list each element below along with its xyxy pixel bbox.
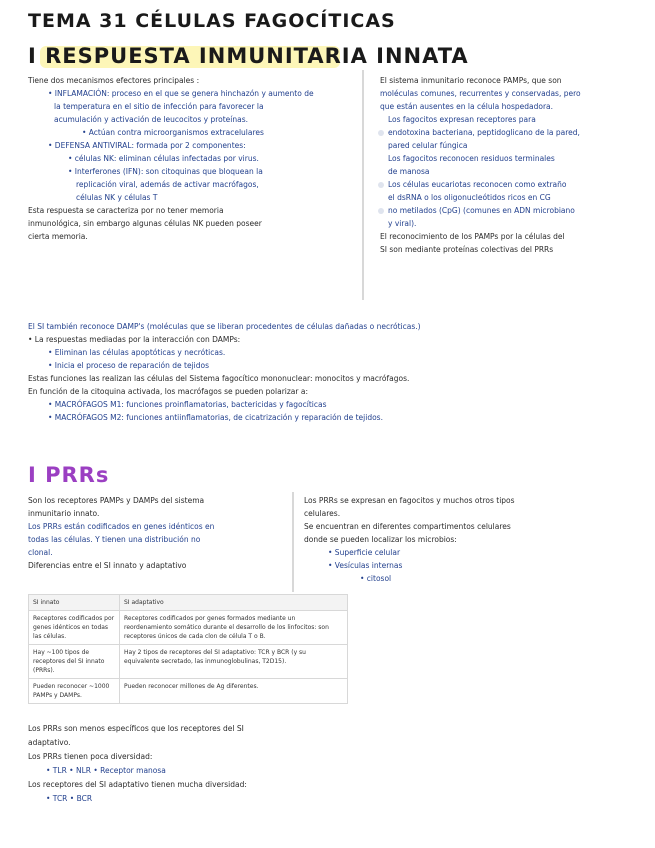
text-line: que están ausentes en la célula hospedadora. [380, 102, 554, 111]
text-line: SI son mediante proteínas colectivas del PRRs [380, 245, 554, 254]
text-line: • Superficie celular [328, 548, 401, 557]
text-line: Esta respuesta se caracteriza por no tener memoria [28, 206, 224, 215]
text-line: El SI también reconoce DAMP's (moléculas que se liberan procedentes de células dañadas o necróticas.) [28, 322, 421, 331]
text-line: pared celular fúngica [388, 141, 468, 150]
text-line: Tiene dos mecanismos efectores principales : [28, 76, 200, 85]
section-title-innata: I RESPUESTA INMUNITARIA INNATA [28, 44, 469, 68]
text-line: la temperatura en el sitio de infección para favorecer la [54, 102, 264, 111]
table-row [29, 679, 348, 704]
prr-column-divider [292, 492, 294, 592]
section-title-prrs: I PRRs [28, 463, 110, 487]
text-line: celulares. [304, 509, 341, 518]
column-divider [362, 70, 364, 300]
text-line: y viral). [388, 219, 417, 228]
text-line: Estas funciones las realizan las células del Sistema fagocítico mononuclear: monocitos y macrófagos. [28, 374, 410, 383]
table-cell: Receptores codificados por genes formados mediante un reordenamiento somático durante el desarrollo de los linfocitos: son receptores únicos de cada clon de célula T o B. [120, 611, 348, 645]
table-cell: Hay 2 tipos de receptores del SI adaptativo: TCR y BCR (y su equivalente secretado, las inmunoglobulinas, T2D15). [120, 645, 348, 679]
table-header: SI adaptativo [120, 595, 348, 611]
text-line: • TLR • NLR • Receptor manosa [46, 766, 166, 775]
text-line: • MACRÓFAGOS M2: funciones antiinflamatorias, de cicatrización y reparación de tejidos. [48, 413, 383, 422]
text-line: células NK y células T [76, 193, 158, 202]
text-line: • Eliminan las células apoptóticas y necróticas. [48, 348, 226, 357]
text-line: todas las células. Y tienen una distribución no [28, 535, 201, 544]
text-line: • células NK: eliminan células infectadas por virus. [68, 154, 259, 163]
text-line: de manosa [388, 167, 430, 176]
bottom-block [28, 722, 428, 806]
text-line: El sistema inmunitario reconoce PAMPs, que son [380, 76, 562, 85]
text-line: replicación viral, además de activar macrófagos, [76, 180, 259, 189]
text-line: moléculas comunes, recurrentes y conservadas, pero [380, 89, 581, 98]
left-column [28, 74, 358, 243]
text-line: • citosol [360, 574, 392, 583]
text-line: • TCR • BCR [46, 794, 93, 803]
text-line: cierta memoria. [28, 232, 88, 241]
table-cell: Hay ~100 tipos de receptores del SI innato (PRRs). [29, 645, 120, 679]
text-line: • Vesículas internas [328, 561, 403, 570]
text-line: donde se pueden localizar los microbios: [304, 535, 457, 544]
text-line: endotoxina bacteriana, peptidoglicano de la pared, [388, 128, 580, 137]
text-line: adaptativo. [28, 738, 71, 747]
text-line: • Inicia el proceso de reparación de tejidos [48, 361, 210, 370]
table-cell: Receptores codificados por genes idénticos en todas las células. [29, 611, 120, 645]
prr-right-column [304, 494, 644, 585]
text-line: Diferencias entre el SI innato y adaptativo [28, 561, 187, 570]
text-line: Los células eucariotas reconocen como extraño [388, 180, 567, 189]
text-line: no metilados (CpG) (comunes en ADN microbiano [388, 206, 575, 215]
text-line: • Actúan contra microorganismos extracelulares [82, 128, 264, 137]
text-line: clonal. [28, 548, 53, 557]
text-line: Los PRRs son menos específicos que los receptores del SI [28, 724, 244, 733]
comparison-table [28, 594, 348, 704]
table-cell: Pueden reconocer millones de Ag diferentes. [120, 679, 348, 704]
text-line: Se encuentran en diferentes compartimentos celulares [304, 522, 511, 531]
text-line: En función de la citoquina activada, los macrófagos se pueden polarizar a: [28, 387, 308, 396]
table-header-row [29, 595, 348, 611]
text-line: Son los receptores PAMPs y DAMPs del sistema [28, 496, 205, 505]
right-column [380, 74, 650, 256]
text-line: • MACRÓFAGOS M1: funciones proinflamatorias, bactericidas y fagocíticas [48, 400, 327, 409]
text-line: • La respuestas mediadas por la interacción con DAMPs: [28, 335, 241, 344]
text-line: • INFLAMACIÓN: proceso en el que se genera hinchazón y aumento de [48, 89, 314, 98]
text-line: el dsRNA o los oligonucleótidos ricos en CG [388, 193, 551, 202]
text-line: inmunitario innato. [28, 509, 100, 518]
text-line: Los PRRs tienen poca diversidad: [28, 752, 153, 761]
table-header: SI innato [29, 595, 120, 611]
full-width-block [28, 320, 638, 424]
text-line: • Interferones (IFN): son citoquinas que bloquean la [68, 167, 263, 176]
text-line: Los PRRs están codificados en genes idénticos en [28, 522, 215, 531]
text-line: inmunológica, sin embargo algunas células NK pueden poseer [28, 219, 262, 228]
text-line: Los fagocitos expresan receptores para [388, 115, 536, 124]
table-row [29, 645, 348, 679]
text-line: El reconocimiento de los PAMPs por la células del [380, 232, 565, 241]
page-title: TEMA 31 CÉLULAS FAGOCÍTICAS [28, 10, 396, 32]
text-line: acumulación y activación de leucocitos y proteínas. [54, 115, 249, 124]
text-line: Los receptores del SI adaptativo tienen mucha diversidad: [28, 780, 247, 789]
text-line: Los fagocitos reconocen residuos terminales [388, 154, 555, 163]
text-line: • DEFENSA ANTIVIRAL: formada por 2 componentes: [48, 141, 246, 150]
text-line: Los PRRs se expresan en fagocitos y muchos otros tipos [304, 496, 515, 505]
table-row [29, 611, 348, 645]
prr-left-column [28, 494, 288, 572]
table-cell: Pueden reconocer ~1000 PAMPs y DAMPs. [29, 679, 120, 704]
